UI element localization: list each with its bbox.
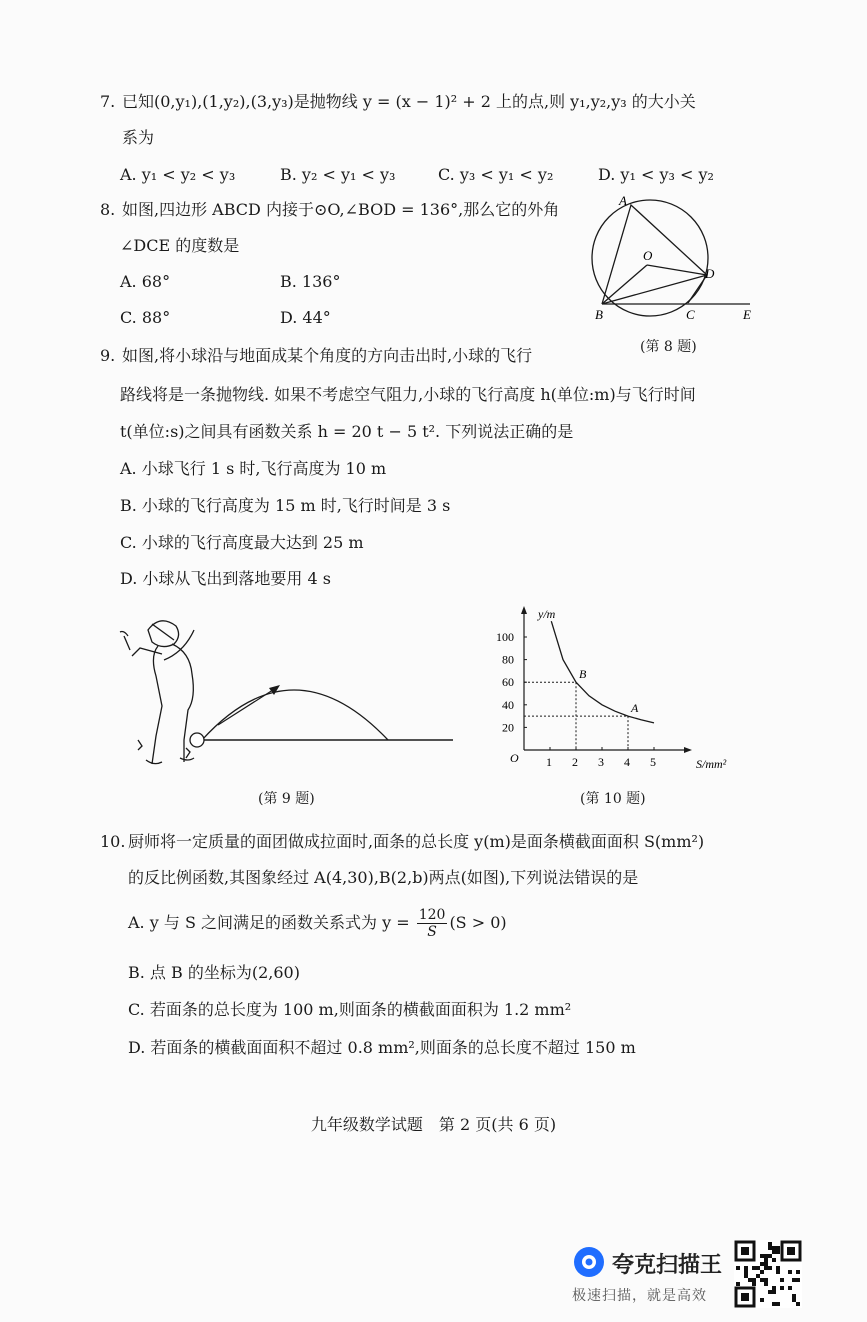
q10-stem-line2: 的反比例函数,其图象经过 A(4,30),B(2,b)两点(如图),下列说法错误的是	[128, 868, 639, 887]
q9-option-c: C. 小球的飞行高度最大达到 25 m	[120, 533, 364, 552]
q7-option-c: C. y₃ < y₁ < y₂	[438, 165, 554, 184]
q10-option-a-pre: A. y 与 S 之间满足的函数关系式为 y =	[128, 913, 415, 932]
qr-module	[772, 1250, 776, 1254]
qr-module	[772, 1286, 776, 1290]
chart-x-tick-label: 4	[624, 755, 630, 769]
qr-module	[768, 1290, 772, 1294]
q10-option-a-post: (S > 0)	[449, 913, 507, 932]
q7-option-d: D. y₁ < y₃ < y₂	[598, 165, 714, 184]
chart-ylabel: y/m	[538, 607, 556, 621]
q10-caption: (第 10 题)	[580, 791, 646, 807]
scanner-logo-icon	[572, 1245, 606, 1279]
qr-module	[764, 1266, 768, 1270]
chart-y-tick-label: 80	[502, 652, 514, 667]
qr-module	[768, 1254, 772, 1258]
q7-number: 7.	[100, 92, 116, 111]
qr-module	[772, 1302, 776, 1306]
qr-module	[768, 1266, 772, 1270]
qr-module	[752, 1278, 756, 1282]
qr-module	[776, 1302, 780, 1306]
q10-stem-line1: 厨师将一定质量的面团做成拉面时,面条的总长度 y(m)是面条横截面面积 S(mm²)	[128, 832, 705, 851]
chart-y-tick-label: 60	[502, 675, 514, 690]
q10-fraction-denominator: S	[427, 924, 437, 940]
qr-module	[748, 1278, 752, 1282]
q8-option-d: D. 44°	[280, 308, 331, 327]
qr-module	[792, 1298, 796, 1302]
qr-module	[772, 1290, 776, 1294]
q8-label-o: O	[643, 248, 653, 263]
q10-number: 10.	[100, 832, 126, 851]
qr-module	[760, 1254, 764, 1258]
chart-x-tick-label: 2	[572, 755, 578, 769]
q8-label-e: E	[743, 307, 751, 322]
qr-module	[752, 1266, 756, 1270]
q10-option-a	[128, 906, 507, 940]
q9-caption: (第 9 题)	[258, 791, 315, 807]
golfer-figure	[120, 621, 194, 764]
q7-stem-line2: 系为	[122, 128, 155, 147]
qr-module	[788, 1270, 792, 1274]
chart-point-label: B	[579, 667, 587, 682]
q9-option-d: D. 小球从飞出到落地要用 4 s	[120, 569, 331, 588]
chart-x-arrow	[684, 747, 692, 753]
qr-module	[776, 1270, 780, 1274]
q8-label-c: C	[686, 307, 695, 322]
q7-stem-line1: 已知(0,y₁),(1,y₂),(3,y₃)是抛物线 y = (x − 1)² + 2 上的点,则 y₁,y₂,y₃ 的大小关	[122, 92, 696, 111]
qr-module	[760, 1262, 764, 1266]
chart-y-tick-label: 100	[496, 630, 514, 644]
q8-figure	[585, 192, 760, 327]
scanner-slogan: 极速扫描，就是高效	[572, 1288, 707, 1304]
qr-module	[760, 1298, 764, 1302]
qr-module	[780, 1286, 784, 1290]
q9-stem-line2: 路线将是一条抛物线. 如果不考虑空气阻力,小球的飞行高度 h(单位:m)与飞行时间	[120, 385, 696, 404]
qr-module	[796, 1302, 800, 1306]
qr-module	[760, 1270, 764, 1274]
qr-module	[764, 1282, 768, 1286]
chart-y-tick-label: 40	[502, 697, 514, 712]
qr-module	[768, 1242, 772, 1246]
chart-y-arrow	[521, 606, 527, 614]
chart-y-tick-label: 20	[502, 720, 514, 735]
qr-module	[768, 1246, 772, 1250]
qr-module	[764, 1262, 768, 1266]
qr-module	[780, 1278, 784, 1282]
chart-xlabel: S/mm²	[696, 757, 727, 771]
qr-module	[776, 1246, 780, 1250]
qr-module	[772, 1246, 776, 1250]
scanner-brand: 夸克扫描王	[612, 1253, 723, 1278]
qr-module	[792, 1294, 796, 1298]
qr-module	[796, 1278, 800, 1282]
q8-option-c: C. 88°	[120, 308, 171, 327]
chart-x-tick-label: 5	[650, 755, 656, 769]
qr-module	[756, 1274, 760, 1278]
q9-option-b: B. 小球的飞行高度为 15 m 时,飞行时间是 3 s	[120, 496, 451, 515]
qr-module	[764, 1254, 768, 1258]
page-footer: 九年级数学试题 第 2 页(共 6 页)	[310, 1115, 557, 1134]
q9-stem-line3: t(单位:s)之间具有函数关系 h = 20 t − 5 t². 下列说法正确的是	[120, 422, 574, 441]
qr-module	[776, 1250, 780, 1254]
q8-stem-line1: 如图,四边形 ABCD 内接于⊙O,∠BOD = 136°,那么它的外角	[122, 200, 560, 219]
qr-module	[788, 1286, 792, 1290]
q8-option-b: B. 136°	[280, 272, 341, 291]
q10-option-a-fraction	[417, 907, 448, 940]
qr-module	[764, 1258, 768, 1262]
q9-stem-line1: 如图,将小球沿与地面成某个角度的方向击出时,小球的飞行	[122, 346, 533, 365]
qr-module	[744, 1266, 748, 1270]
chart-x-tick-label: 1	[546, 755, 552, 769]
q8-label-b: B	[595, 307, 603, 322]
chart-x-tick-label: 3	[598, 755, 604, 769]
q8-caption: (第 8 题)	[640, 339, 697, 355]
q10-option-b: B. 点 B 的坐标为(2,60)	[128, 963, 300, 982]
chart-point-label: A	[631, 701, 639, 716]
qr-module	[736, 1266, 740, 1270]
q9-option-a: A. 小球飞行 1 s 时,飞行高度为 10 m	[120, 459, 387, 478]
q10-fraction-numerator: 120	[418, 907, 446, 923]
qr-module	[796, 1270, 800, 1274]
chart-origin: O	[510, 751, 519, 765]
qr-module	[756, 1266, 760, 1270]
q8-label-d: D	[705, 266, 715, 281]
q10-option-d: D. 若面条的横截面面积不超过 0.8 mm²,则面条的总长度不超过 150 m	[128, 1038, 636, 1057]
qr-module	[744, 1274, 748, 1278]
q10-curve	[551, 621, 654, 723]
qr-module	[792, 1278, 796, 1282]
qr-module	[752, 1282, 756, 1286]
qr-code-icon	[734, 1240, 802, 1308]
qr-module	[760, 1278, 764, 1282]
qr-module	[776, 1266, 780, 1270]
q9-figure	[118, 610, 458, 775]
q7-option-b: B. y₂ < y₁ < y₃	[280, 165, 396, 184]
qr-module	[736, 1282, 740, 1286]
q7-option-a: A. y₁ < y₂ < y₃	[120, 165, 236, 184]
q8-stem-line2: ∠DCE 的度数是	[120, 236, 240, 255]
q8-label-a: A	[619, 193, 627, 208]
qr-module	[772, 1258, 776, 1262]
qr-module	[764, 1278, 768, 1282]
q8-option-a: A. 68°	[120, 272, 171, 291]
q9-number: 9.	[100, 346, 116, 365]
q10-chart	[488, 600, 748, 780]
qr-module	[744, 1270, 748, 1274]
q10-option-c: C. 若面条的总长度为 100 m,则面条的横截面面积为 1.2 mm²	[128, 1000, 572, 1019]
q8-number: 8.	[100, 200, 116, 219]
